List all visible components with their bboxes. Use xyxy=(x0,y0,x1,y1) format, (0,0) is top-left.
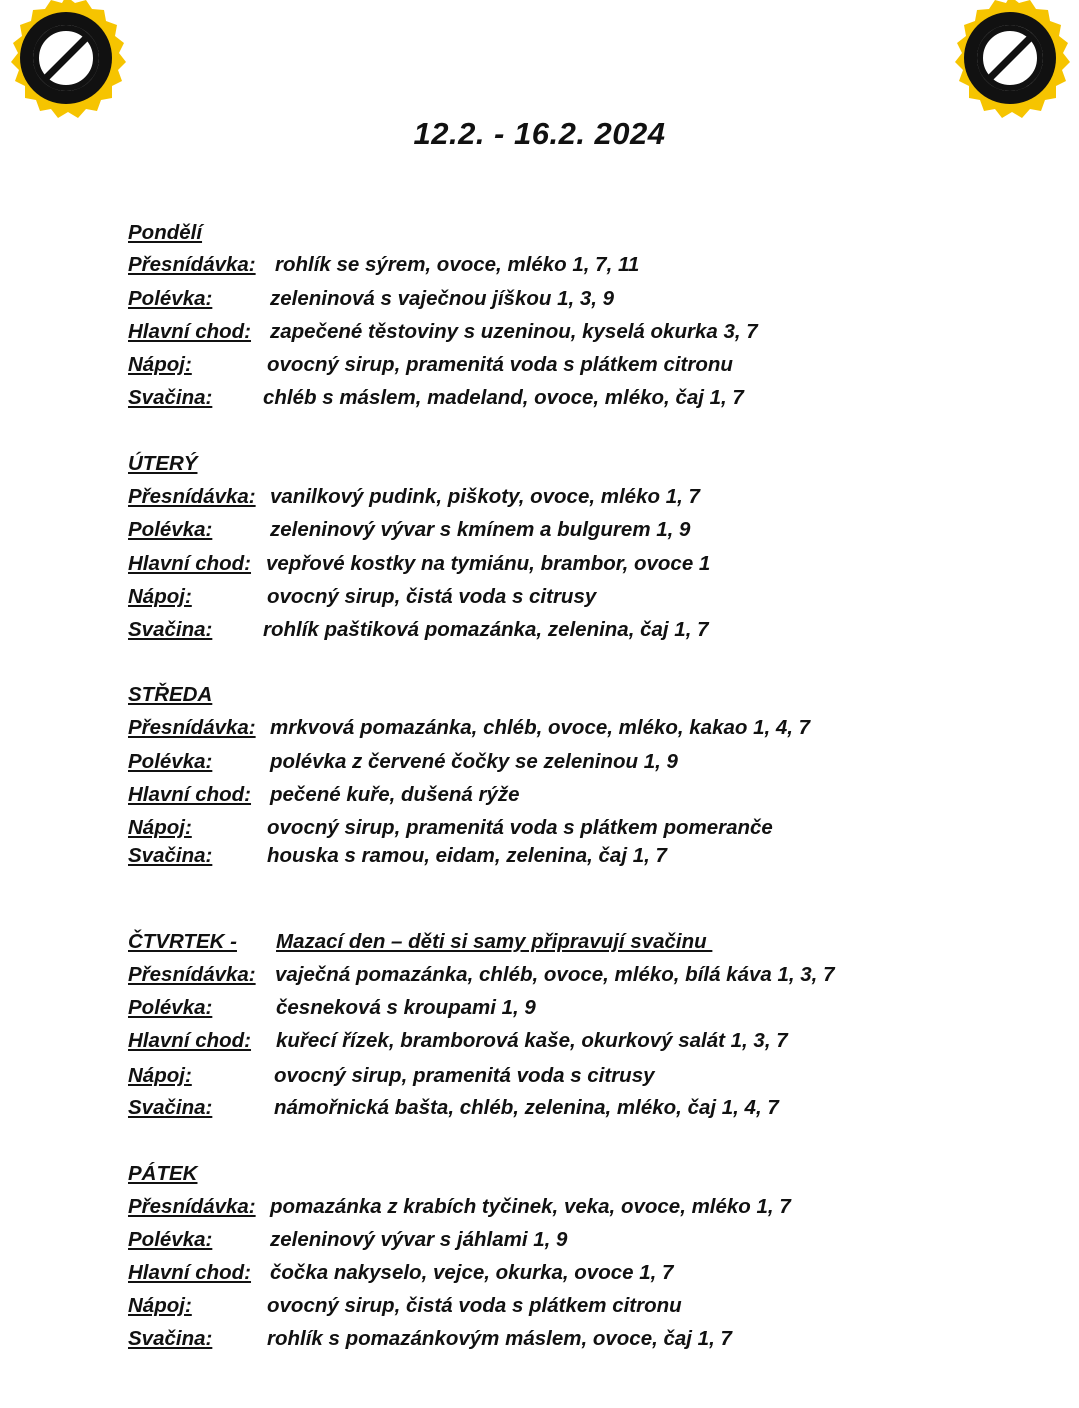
meal-row xyxy=(128,352,733,378)
meal-row xyxy=(128,1227,568,1253)
meal-label: Přesnídávka: xyxy=(128,253,256,276)
meal-value: rohlík se sýrem, ovoce, mléko 1, 7, 11 xyxy=(275,253,640,276)
meal-label: Nápoj: xyxy=(128,585,192,608)
meal-row xyxy=(128,1095,779,1121)
meal-row xyxy=(128,1293,682,1319)
meal-label: Polévka: xyxy=(128,750,213,773)
meal-label: Hlavní chod: xyxy=(128,552,252,575)
meal-value: mrkvová pomazánka, chléb, ovoce, mléko, kakao 1, 4, 7 xyxy=(270,716,811,739)
meal-label: Nápoj: xyxy=(128,353,192,376)
meal-row xyxy=(128,1028,788,1054)
meal-value: pomazánka z krabích tyčinek, veka, ovoce, mléko 1, 7 xyxy=(270,1195,791,1218)
meal-label: Přesnídávka: xyxy=(128,485,256,508)
meal-label: Polévka: xyxy=(128,518,213,541)
meal-row xyxy=(128,252,640,278)
meal-row xyxy=(128,749,678,775)
meal-label: Hlavní chod: xyxy=(128,1029,252,1052)
meal-value: polévka z červené čočky se zeleninou 1, 9 xyxy=(270,750,678,773)
meal-label: Svačina: xyxy=(128,1096,213,1119)
meal-row xyxy=(128,286,615,312)
meal-value: houska s ramou, eidam, zelenina, čaj 1, 7 xyxy=(267,844,667,867)
meal-row xyxy=(128,843,667,869)
meal-row xyxy=(128,319,758,345)
meal-row xyxy=(128,782,520,808)
meal-row xyxy=(128,584,597,610)
meal-label: Přesnídávka: xyxy=(128,716,256,739)
meal-value: ovocný sirup, pramenitá voda s plátkem pomeranče xyxy=(267,816,773,839)
meal-label: Svačina: xyxy=(128,386,213,409)
meal-value: pečené kuře, dušená rýže xyxy=(270,783,520,806)
meal-label: Hlavní chod: xyxy=(128,783,252,806)
meal-label: Přesnídávka: xyxy=(128,1195,256,1218)
meal-value: čočka nakyselo, vejce, okurka, ovoce 1, 7 xyxy=(270,1261,674,1284)
meal-value: námořnická bašta, chléb, zelenina, mléko, čaj 1, 4, 7 xyxy=(274,1096,779,1119)
meal-value: vepřové kostky na tymiánu, brambor, ovoce 1 xyxy=(266,552,711,575)
page-title: 12.2. - 16.2. 2024 xyxy=(413,116,666,151)
pdf-xchange-badge-icon xyxy=(944,0,1076,122)
meal-value: zeleninová s vaječnou jíškou 1, 3, 9 xyxy=(270,287,615,310)
meal-row xyxy=(128,962,835,988)
meal-value: vaječná pomazánka, chléb, ovoce, mléko, bílá káva 1, 3, 7 xyxy=(275,963,835,986)
meal-row xyxy=(128,517,691,543)
meal-value: ovocný sirup, pramenitá voda s plátkem citronu xyxy=(267,353,733,376)
day-heading-wednesday: STŘEDA xyxy=(128,683,213,706)
meal-label: Svačina: xyxy=(128,844,213,867)
meal-row xyxy=(128,1326,732,1352)
meal-label: Polévka: xyxy=(128,996,213,1019)
meal-row xyxy=(128,995,536,1021)
day-name: ČTVRTEK - xyxy=(128,930,237,953)
meal-value: zeleninový vývar s kmínem a bulgurem 1, 9 xyxy=(270,518,691,541)
meal-row xyxy=(128,1194,791,1220)
meal-label: Hlavní chod: xyxy=(128,1261,252,1284)
meal-row xyxy=(128,815,773,841)
pdf-xchange-badge-icon xyxy=(0,0,132,122)
meal-row xyxy=(128,551,711,577)
meal-value: česneková s kroupami 1, 9 xyxy=(276,996,536,1019)
pdf-xchange-badge-left[interactable] xyxy=(0,0,132,122)
meal-value: rohlík paštiková pomazánka, zelenina, čaj 1, 7 xyxy=(263,618,709,641)
meal-label: Svačina: xyxy=(128,618,213,641)
meal-value: zeleninový vývar s jáhlami 1, 9 xyxy=(270,1228,568,1251)
meal-label: Přesnídávka: xyxy=(128,963,256,986)
meal-label: Nápoj: xyxy=(128,1064,192,1087)
meal-value: rohlík s pomazánkovým máslem, ovoce, čaj 1, 7 xyxy=(267,1327,732,1350)
meal-row xyxy=(128,385,744,411)
meal-value: ovocný sirup, čistá voda s plátkem citronu xyxy=(267,1294,682,1317)
meal-row xyxy=(128,617,709,643)
meal-row xyxy=(128,1260,674,1286)
meal-value: kuřecí řízek, bramborová kaše, okurkový salát 1, 3, 7 xyxy=(276,1029,788,1052)
day-heading-monday: Pondělí xyxy=(128,221,203,244)
meal-row xyxy=(128,484,700,510)
meal-label: Nápoj: xyxy=(128,816,192,839)
meal-label: Nápoj: xyxy=(128,1294,192,1317)
meal-value: zapečené těstoviny s uzeninou, kyselá okurka 3, 7 xyxy=(270,320,758,343)
meal-value: chléb s máslem, madeland, ovoce, mléko, čaj 1, 7 xyxy=(263,386,744,409)
meal-label: Svačina: xyxy=(128,1327,213,1350)
pdf-xchange-badge-right[interactable] xyxy=(944,0,1076,122)
meal-label: Polévka: xyxy=(128,287,213,310)
meal-row xyxy=(128,1063,655,1089)
meal-value: ovocný sirup, pramenitá voda s citrusy xyxy=(274,1064,655,1087)
day-heading-friday: PÁTEK xyxy=(128,1162,198,1185)
meal-value: vanilkový pudink, piškoty, ovoce, mléko 1, 7 xyxy=(270,485,700,508)
day-heading-tuesday: ÚTERÝ xyxy=(128,452,198,475)
meal-label: Hlavní chod: xyxy=(128,320,252,343)
day-note: Mazací den – děti si samy připravují svačinu xyxy=(276,930,713,953)
meal-value: ovocný sirup, čistá voda s citrusy xyxy=(267,585,597,608)
meal-label: Polévka: xyxy=(128,1228,213,1251)
meal-row xyxy=(128,715,811,741)
